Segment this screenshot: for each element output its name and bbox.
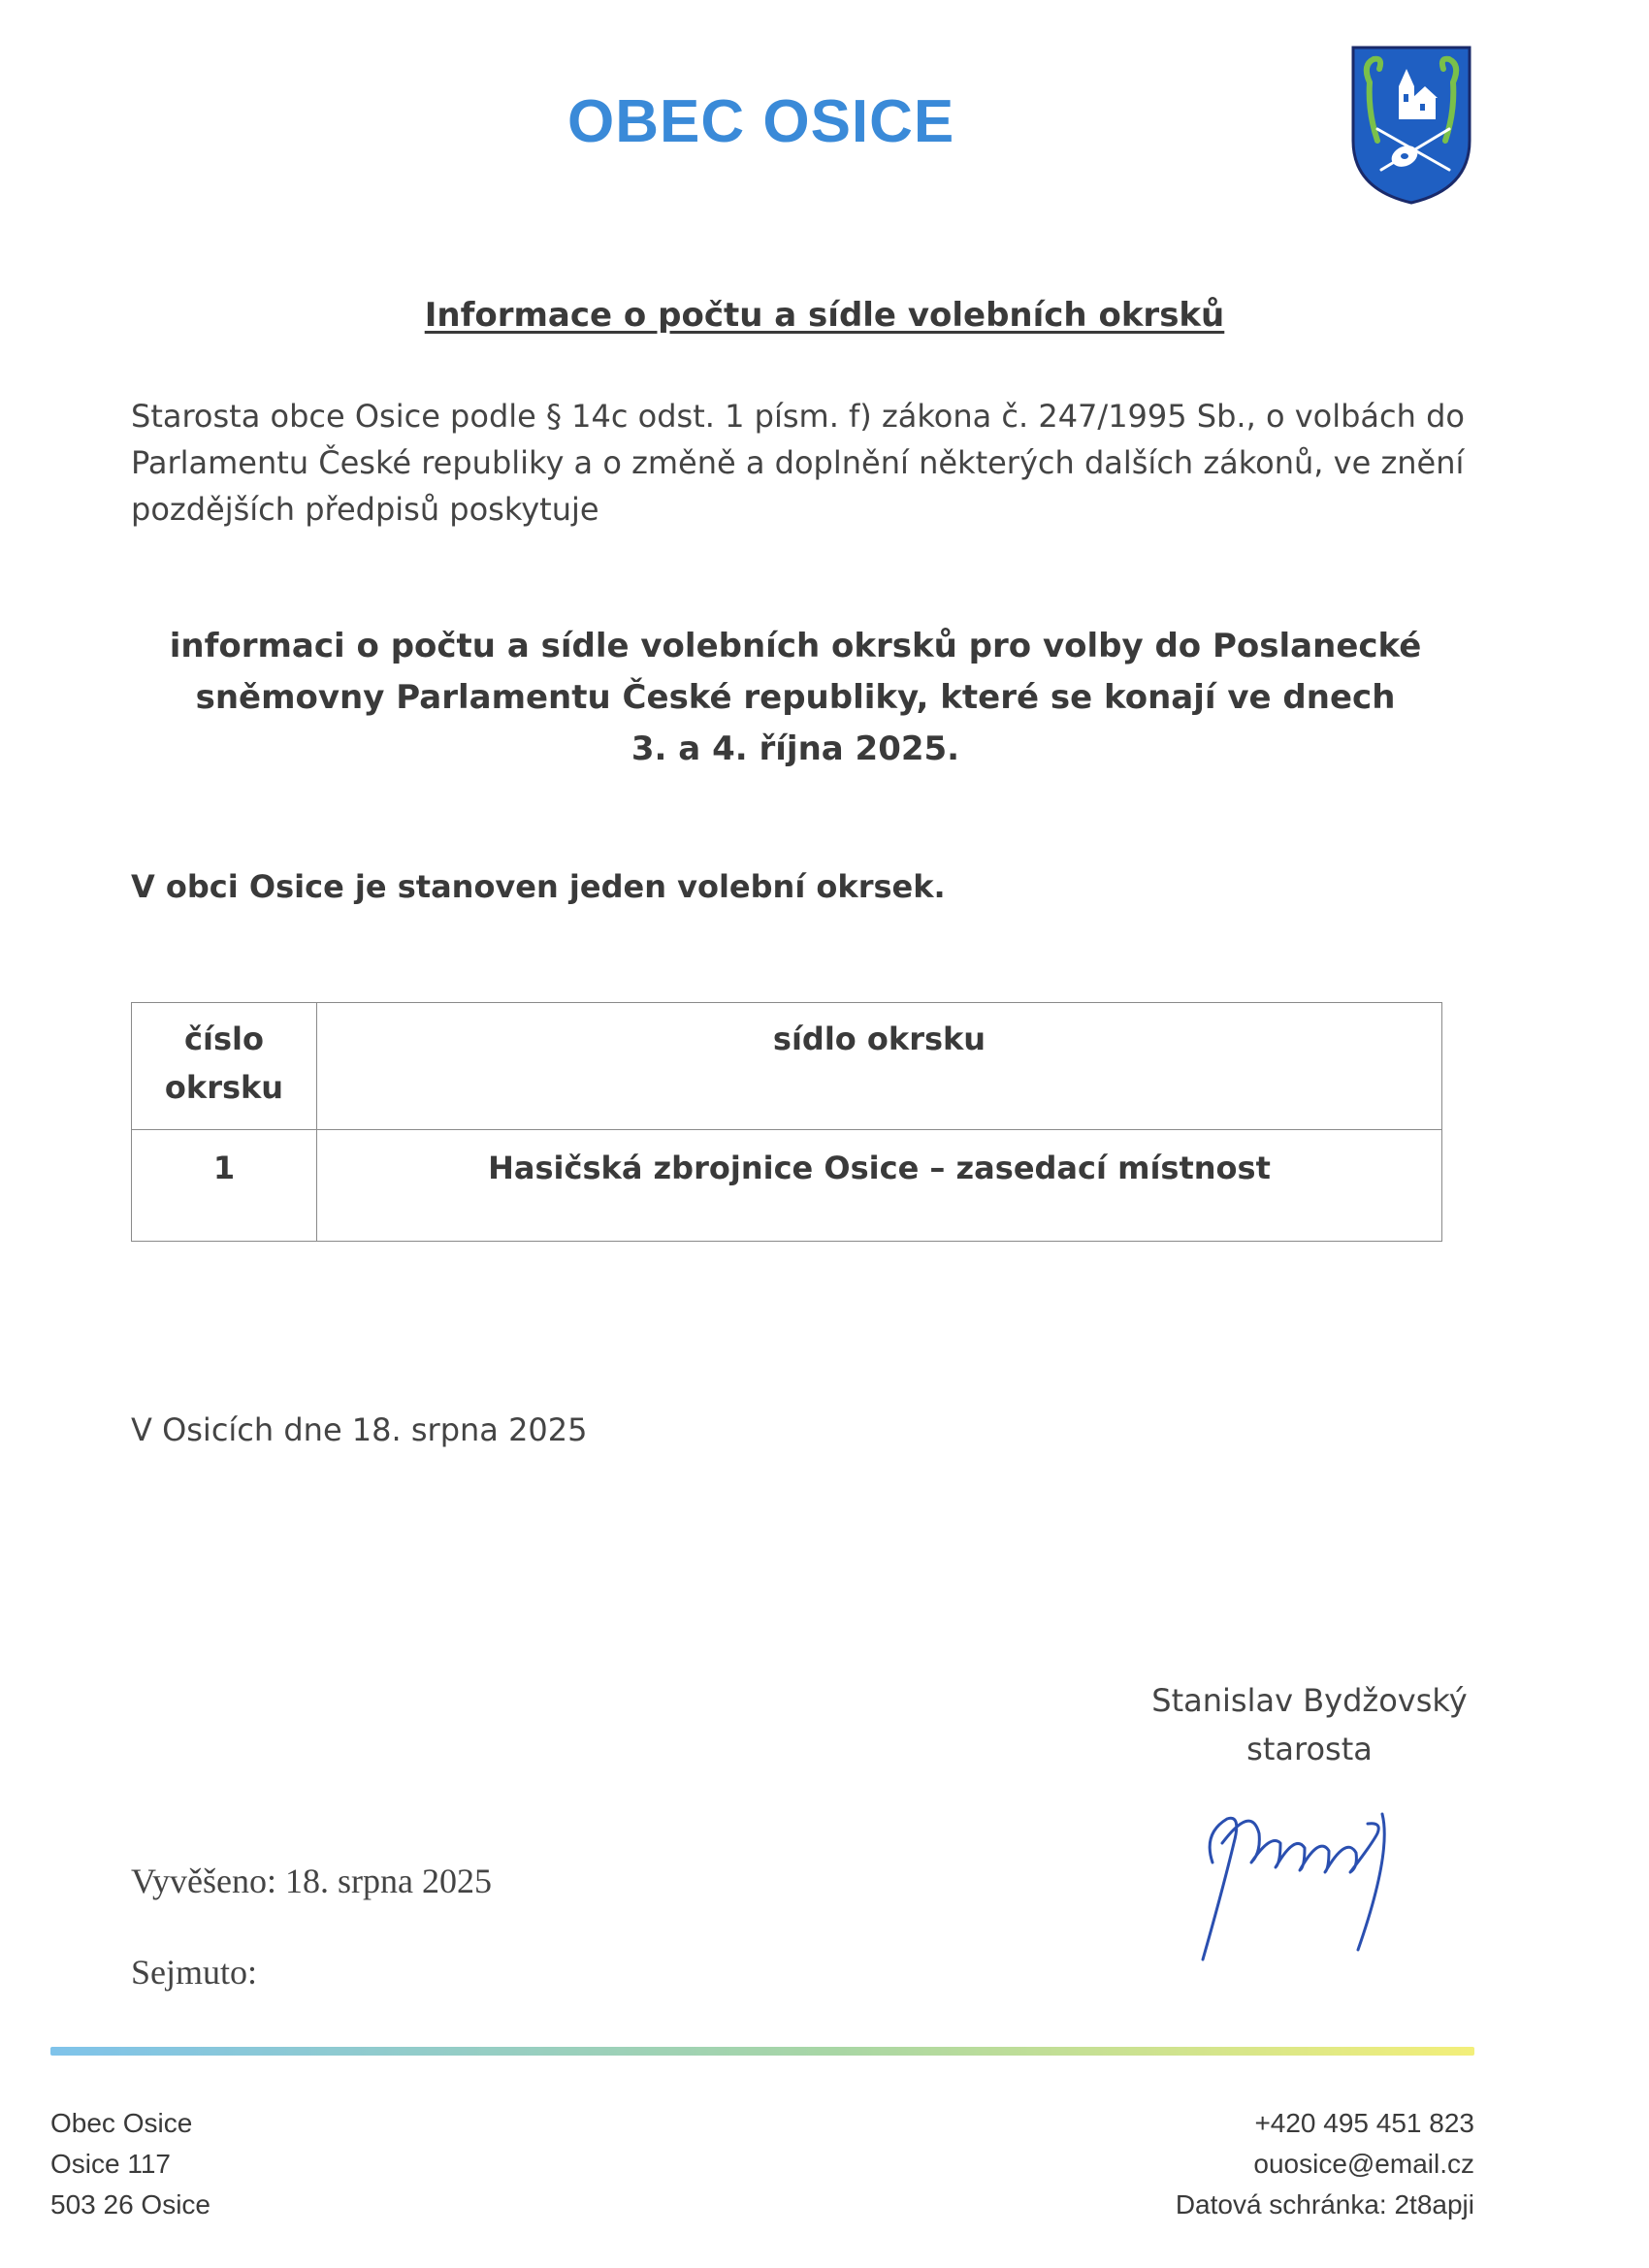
header-district-number: číslo okrsku <box>132 1003 317 1130</box>
statement-line: 3. a 4. října 2025. <box>630 729 960 768</box>
table-header-row <box>132 1003 1442 1130</box>
signature-icon <box>1183 1775 1416 1969</box>
header-district-seat: sídlo okrsku <box>317 1003 1442 1130</box>
districts-note: V obci Osice je stanoven jeden volební okrsek. <box>131 868 946 905</box>
intro-line: pozdějších předpisů poskytuje <box>131 491 599 528</box>
footer-address <box>50 2103 210 2225</box>
district-number-cell: 1 <box>132 1130 317 1242</box>
document-heading: Informace o počtu a sídle volebních okrsků <box>424 296 1225 335</box>
signer-name: Stanislav Bydžovský <box>1151 1682 1468 1719</box>
footer-phone: +420 495 451 823 <box>1254 2108 1474 2138</box>
signer-title: starosta <box>1246 1731 1373 1767</box>
footer-address-line: Osice 117 <box>50 2149 171 2179</box>
intro-line: Parlamentu České republiky a o změně a doplnění některých dalších zákonů, ve znění <box>131 444 1465 481</box>
footer-divider <box>50 2047 1474 2056</box>
footer-email: ouosice@email.cz <box>1253 2149 1474 2179</box>
signer-block <box>1111 1676 1508 1773</box>
district-seat-cell: Hasičská zbrojnice Osice – zasedací místnost <box>317 1130 1442 1242</box>
posted-date: Vyvěšeno: 18. srpna 2025 <box>131 1862 492 1900</box>
footer-contact <box>1176 2103 1474 2225</box>
intro-paragraph <box>131 393 1489 533</box>
footer-address-line: 503 26 Osice <box>50 2189 210 2219</box>
removed-date: Sejmuto: <box>131 1953 258 1992</box>
statement-line: informaci o počtu a sídle volebních okrsků pro volby do Poslanecké <box>169 627 1422 665</box>
place-and-date: V Osicích dne 18. srpna 2025 <box>131 1411 588 1448</box>
coat-of-arms-icon <box>1348 44 1474 207</box>
districts-table <box>131 1002 1442 1242</box>
statement-line: sněmovny Parlamentu České republiky, které se konají ve dnech <box>195 678 1396 717</box>
statement-paragraph <box>0 621 1591 775</box>
table-row <box>132 1130 1442 1242</box>
footer-data-box: Datová schránka: 2t8apji <box>1175 2189 1474 2219</box>
footer-address-line: Obec Osice <box>50 2108 193 2138</box>
intro-line: Starosta obce Osice podle § 14c odst. 1 písm. f) zákona č. 247/1995 Sb., o volbách do <box>131 398 1465 435</box>
municipality-title: OBEC OSICE <box>567 88 955 155</box>
